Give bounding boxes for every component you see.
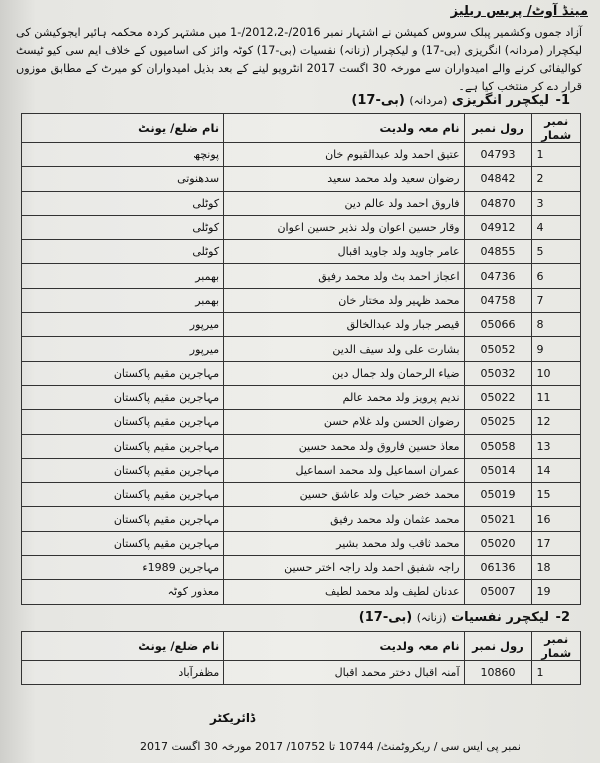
roll-number-cell: 10860 <box>464 661 532 685</box>
roll-number-cell: 05032 <box>464 361 532 385</box>
table-row <box>22 143 581 167</box>
serial-cell: 2 <box>532 167 581 191</box>
district-cell: مہاجرین مقیم پاکستان <box>22 385 224 409</box>
header-name: نام معہ ولدیت <box>224 114 464 143</box>
header-district: نام ضلع/ یونٹ <box>22 632 224 661</box>
candidate-name-cell: رضوان سعید ولد محمد سعید <box>224 167 464 191</box>
serial-cell: 9 <box>532 337 581 361</box>
district-cell: سدھنوتی <box>22 167 224 191</box>
roll-number-cell: 05066 <box>464 313 532 337</box>
district-cell: مہاجرین 1989ء <box>22 556 224 580</box>
district-cell: کوٹلی <box>22 215 224 239</box>
district-cell: مہاجرین مقیم پاکستان <box>22 434 224 458</box>
candidate-name-cell: عامر جاوید ولد جاوید اقبال <box>224 240 464 264</box>
serial-cell: 14 <box>532 458 581 482</box>
serial-cell: 1 <box>532 143 581 167</box>
candidate-name-cell: اعجاز احمد بٹ ولد محمد رفیق <box>224 264 464 288</box>
district-cell: میرپور <box>22 313 224 337</box>
district-cell: مظفرآباد <box>22 661 224 685</box>
serial-cell: 6 <box>532 264 581 288</box>
candidate-name-cell: معاذ حسین فاروق ولد محمد حسین <box>224 434 464 458</box>
section-scale: (بی-17) <box>358 610 413 625</box>
table-row <box>22 240 581 264</box>
header-district: نام ضلع/ یونٹ <box>22 114 224 143</box>
district-cell: کوٹلی <box>22 240 224 264</box>
district-cell: میرپور <box>22 337 224 361</box>
roll-number-cell: 05025 <box>464 410 532 434</box>
section-gender: (زنانہ) <box>416 611 447 624</box>
selection-table-english <box>21 113 581 605</box>
district-cell: پونچھ <box>22 143 224 167</box>
section-number: 1- <box>555 93 570 108</box>
table-row <box>22 580 581 604</box>
section-scale: (بی-17) <box>351 93 405 108</box>
candidate-name-cell: ندیم پرویز ولد محمد عالم <box>224 385 464 409</box>
roll-number-cell: 04870 <box>464 191 532 215</box>
header-sr: نمبر شمار <box>532 632 581 661</box>
table-row <box>22 531 581 555</box>
table-row <box>22 507 581 531</box>
district-cell: بھمبر <box>22 264 224 288</box>
signatory-title: ڈائریکٹر <box>210 711 256 725</box>
intro-paragraph: آزاد جموں وکشمیر پبلک سروس کمیشن نے اشتہار نمبر 2016/-2012،2/-1 میں مشتہر کردہ محکمہ ہائیر ایجوکیشن کی لیکچرار (مردانہ) انگریزی (بی-17) و لیکچرار (زنانہ) نفسیات (بی-17) کوٹہ وائز کی اسامیوں کے خلاف ایم سی کیو ٹیسٹ کوالیفائی کرنے والے امیدواران سے مورخہ 30 اگست 2017 انٹرویو لینے کے بعد بذیل امیدواران کو میرٹ کے مطابق موزوں قرار دے کر منتخب کیا ہے۔ <box>16 26 583 93</box>
roll-number-cell: 04793 <box>464 143 532 167</box>
roll-number-cell: 04736 <box>464 264 532 288</box>
serial-cell: 15 <box>532 483 581 507</box>
table-row <box>22 264 581 288</box>
district-cell: مہاجرین مقیم پاکستان <box>22 410 224 434</box>
table-row <box>22 434 581 458</box>
candidate-name-cell: عتیق احمد ولد عبدالقیوم خان <box>224 143 464 167</box>
roll-number-cell: 05022 <box>464 385 532 409</box>
district-cell: مہاجرین مقیم پاکستان <box>22 531 224 555</box>
table-row <box>22 556 581 580</box>
candidate-name-cell: بشارت علی ولد سیف الدین <box>224 337 464 361</box>
section-gender: (مردانہ) <box>409 94 448 107</box>
serial-cell: 1 <box>532 661 581 685</box>
section-2-heading <box>359 610 570 625</box>
candidate-name-cell: محمد عثمان ولد محمد رفیق <box>224 507 464 531</box>
serial-cell: 10 <box>532 361 581 385</box>
serial-cell: 5 <box>532 240 581 264</box>
roll-number-cell: 04855 <box>464 240 532 264</box>
district-cell: معذور کوٹہ <box>22 580 224 604</box>
district-cell: مہاجرین مقیم پاکستان <box>22 458 224 482</box>
roll-number-cell: 04912 <box>464 215 532 239</box>
section-number: 2- <box>555 610 570 625</box>
table-row <box>22 410 581 434</box>
candidate-name-cell: عمران اسماعیل ولد محمد اسماعیل <box>224 458 464 482</box>
roll-number-cell: 04758 <box>464 288 532 312</box>
district-cell: مہاجرین مقیم پاکستان <box>22 483 224 507</box>
district-cell: مہاجرین مقیم پاکستان <box>22 507 224 531</box>
roll-number-cell: 05007 <box>464 580 532 604</box>
serial-cell: 16 <box>532 507 581 531</box>
candidate-name-cell: رضوان الحسن ولد غلام حسن <box>224 410 464 434</box>
roll-number-cell: 05014 <box>464 458 532 482</box>
serial-cell: 7 <box>532 288 581 312</box>
header-sr: نمبر شمار <box>532 114 581 143</box>
header-roll: رول نمبر <box>464 632 532 661</box>
roll-number-cell: 05052 <box>464 337 532 361</box>
page-title: مینڈ آوٹ/ پریس ریلیز <box>450 4 588 19</box>
district-cell: بھمبر <box>22 288 224 312</box>
serial-cell: 12 <box>532 410 581 434</box>
roll-number-cell: 06136 <box>464 556 532 580</box>
serial-cell: 3 <box>532 191 581 215</box>
table-row <box>22 661 581 685</box>
serial-cell: 11 <box>532 385 581 409</box>
candidate-name-cell: وقار حسین اعوان ولد نذیر حسین اعوان <box>224 215 464 239</box>
table-row <box>22 215 581 239</box>
roll-number-cell: 05020 <box>464 531 532 555</box>
candidate-name-cell: محمد ظہیر ولد مختار خان <box>224 288 464 312</box>
table-row <box>22 337 581 361</box>
serial-cell: 8 <box>532 313 581 337</box>
header-name: نام معہ ولدیت <box>224 632 464 661</box>
table-row <box>22 288 581 312</box>
roll-number-cell: 05021 <box>464 507 532 531</box>
section-title: لیکچرر نفسیات <box>451 610 550 625</box>
table-row <box>22 361 581 385</box>
roll-number-cell: 05019 <box>464 483 532 507</box>
serial-cell: 13 <box>532 434 581 458</box>
serial-cell: 18 <box>532 556 581 580</box>
section-1-heading <box>351 93 570 108</box>
candidate-name-cell: قیصر جبار ولد عبدالخالق <box>224 313 464 337</box>
candidate-name-cell: آمنہ اقبال دختر محمد اقبال <box>224 661 464 685</box>
district-cell: کوٹلی <box>22 191 224 215</box>
table-header-row <box>22 114 581 143</box>
roll-number-cell: 05058 <box>464 434 532 458</box>
reference-number: نمبر پی ایس سی / ریکروٹمنٹ/ 10744 تا 10752/ 2017 مورخہ 30 اگست 2017 <box>140 740 521 753</box>
candidate-name-cell: راجہ شفیق احمد ولد راجہ اختر حسین <box>224 556 464 580</box>
district-cell: مہاجرین مقیم پاکستان <box>22 361 224 385</box>
table-header-row <box>22 632 581 661</box>
header-roll: رول نمبر <box>464 114 532 143</box>
table-row <box>22 483 581 507</box>
table-row <box>22 191 581 215</box>
candidate-name-cell: فاروق احمد ولد عالم دین <box>224 191 464 215</box>
candidate-name-cell: عدنان لطیف ولد محمد لطیف <box>224 580 464 604</box>
serial-cell: 4 <box>532 215 581 239</box>
section-title: لیکچرر انگریزی <box>451 93 550 108</box>
selection-table-psychology <box>21 631 581 685</box>
serial-cell: 19 <box>532 580 581 604</box>
candidate-name-cell: محمد خضر حیات ولد عاشق حسین <box>224 483 464 507</box>
table-row <box>22 458 581 482</box>
candidate-name-cell: ضیاء الرحمان ولد جمال دین <box>224 361 464 385</box>
table-row <box>22 313 581 337</box>
roll-number-cell: 04842 <box>464 167 532 191</box>
header <box>12 4 588 19</box>
table-row <box>22 385 581 409</box>
serial-cell: 17 <box>532 531 581 555</box>
table-row <box>22 167 581 191</box>
candidate-name-cell: محمد ثاقب ولد محمد بشیر <box>224 531 464 555</box>
